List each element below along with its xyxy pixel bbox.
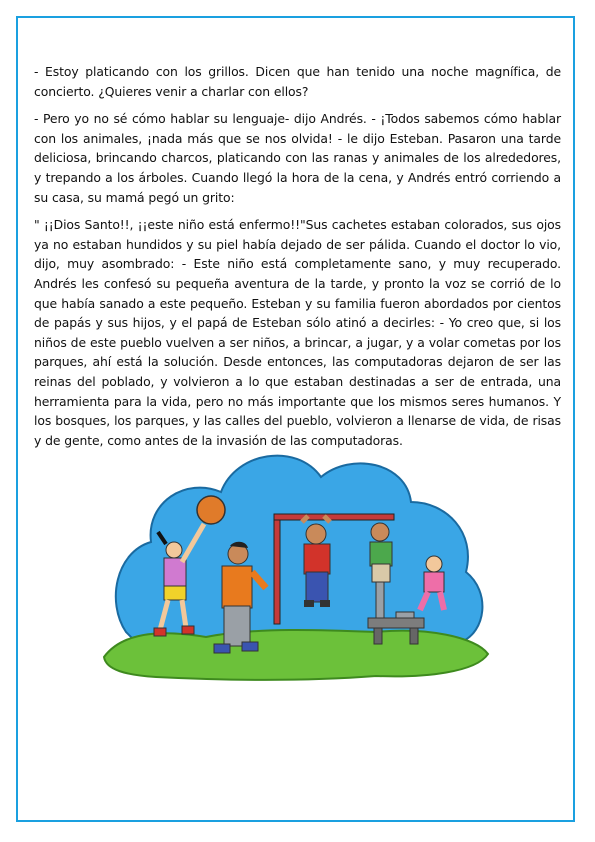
paragraph-3: " ¡¡Dios Santo!!, ¡¡este niño está enfermo!!"Sus cachetes estaban colorados, sus ojos ya no estaban hundidos y su piel había dejado de ser pálida. Cuando el doctor lo vio, dijo, muy asombrado: - Este niño está completamente sano, y muy recuperado. Andrés les confesó su pequeña aventura de la tarde, y pronto la voz se corrió de lo que había sanado a este pequeño. Esteban y su familia fueron abordados por cientos de papás y sus hijos, y el papá de Esteban sólo atinó a decirles: - Yo creo que, si los niños de este pueblo vuelven a ser niños, a brincar, a jugar, y a volar cometas por los parques, ahí está la solución. Desde entonces, las computadoras dejaron de ser las reinas del poblado, y volvieron a lo que estaban destinadas a ser de entrada, una herramienta para la vida, pero no más importante que los mismos seres humanos. Y los bosques, los parques, y las calles del pueblo, volvieron a llenarse de vida, de risas y de gente, como antes de la invasión de las computadoras.	[34, 217, 561, 448]
children-playing-illustration	[96, 432, 496, 684]
boy-climbing-pole	[370, 523, 392, 582]
paragraph-2: - Pero yo no sé cómo hablar su lenguaje- dijo Andrés. - ¡Todos sabemos cómo hablar con los animales, ¡nada más que se nos olvida! - le dijo Esteban. Pasaron una tarde deliciosa, brincando charcos, platicando con las ranas y animales de los alrededores, y trepando a los árboles. Cuando llegó la hora de la cena, y Andrés entró corriendo a su casa, su mamá pegó un grito:	[34, 111, 561, 205]
story-text	[34, 62, 561, 458]
grass	[104, 630, 488, 680]
paragraph-1: - Estoy platicando con los grillos. Dicen que han tenido una noche magnífica, de concierto. ¿Quieres venir a charlar con ellos?	[34, 64, 561, 99]
